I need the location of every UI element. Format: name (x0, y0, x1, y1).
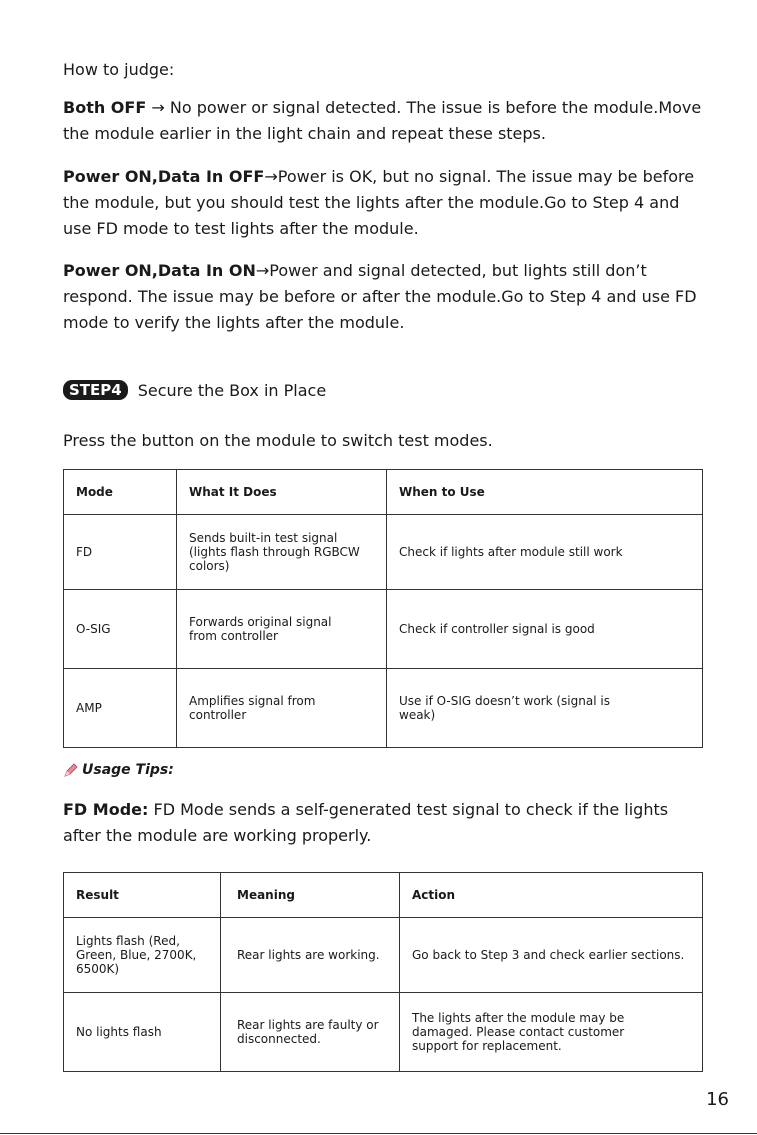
table-row (64, 590, 703, 669)
result-table (63, 872, 703, 1072)
how-to-judge-heading: How to judge: (63, 60, 175, 79)
table-header-row (64, 873, 703, 918)
table-header: Result (64, 873, 221, 918)
table-cell: Lights flash (Red, Green, Blue, 2700K, 6500K) (64, 918, 221, 993)
table-header: Mode (64, 470, 177, 515)
judge-text: → No power or signal detected. The issue is before the module.Move the module earlier in the light chain and repeat these steps. (63, 98, 702, 143)
table-cell: Rear lights are faulty or disconnected. (221, 993, 400, 1072)
step-title: Secure the Box in Place (137, 380, 327, 400)
bottom-rule (0, 1133, 757, 1134)
table-cell: Use if O-SIG doesn’t work (signal is weak) (387, 669, 703, 748)
judge-text: →Power is OK, but no signal. The issue may be before the module, but you should test the lights after the module.Go to Step 4 and use FD mode to test lights after the module. (63, 167, 695, 238)
table-cell: FD (64, 515, 177, 590)
table-cell: Rear lights are working. (221, 918, 400, 993)
fd-mode-description (63, 797, 703, 849)
usage-tips (63, 762, 174, 778)
table-row (64, 918, 703, 993)
judge-label: Power ON,Data In OFF (63, 167, 265, 186)
judge-label: Both OFF (63, 98, 147, 117)
judge-power-on-data-off (63, 164, 703, 242)
table-header: When to Use (387, 470, 703, 515)
table-cell: Check if lights after module still work (387, 515, 703, 590)
pencil-icon (63, 762, 79, 778)
table-header: Action (400, 873, 703, 918)
table-cell: Amplifies signal from controller (177, 669, 387, 748)
fd-mode-text: FD Mode sends a self-generated test signal to check if the lights after the module are working properly. (63, 800, 669, 845)
table-row (64, 669, 703, 748)
table-row (64, 515, 703, 590)
usage-tips-label: Usage Tips: (82, 762, 174, 778)
table-cell: Go back to Step 3 and check earlier sections. (400, 918, 703, 993)
judge-both-off (63, 95, 703, 147)
table-cell: No lights flash (64, 993, 221, 1072)
fd-mode-label: FD Mode: (63, 800, 149, 819)
table-cell: Check if controller signal is good (387, 590, 703, 669)
table-cell: AMP (64, 669, 177, 748)
table-header-row (64, 470, 703, 515)
table-cell: Forwards original signal from controller (177, 590, 387, 669)
table-cell: Sends built-in test signal (lights flash through RGBCW colors) (177, 515, 387, 590)
mode-table (63, 469, 703, 748)
judge-label: Power ON,Data In ON (63, 261, 256, 280)
step-badge: STEP4 (63, 380, 128, 400)
table-cell: O-SIG (64, 590, 177, 669)
judge-power-on-data-on (63, 258, 703, 336)
page-number: 16 (706, 1089, 729, 1110)
press-instruction: Press the button on the module to switch test modes. (63, 431, 493, 450)
judge-text: →Power and signal detected, but lights still don’t respond. The issue may be before or after the module.Go to Step 4 and use FD mode to verify the lights after the module. (63, 261, 697, 332)
table-header: Meaning (221, 873, 400, 918)
table-header: What It Does (177, 470, 387, 515)
table-row (64, 993, 703, 1072)
table-cell: The lights after the module may be damaged. Please contact customer support for replacement. (400, 993, 703, 1072)
step4-heading (63, 380, 326, 400)
